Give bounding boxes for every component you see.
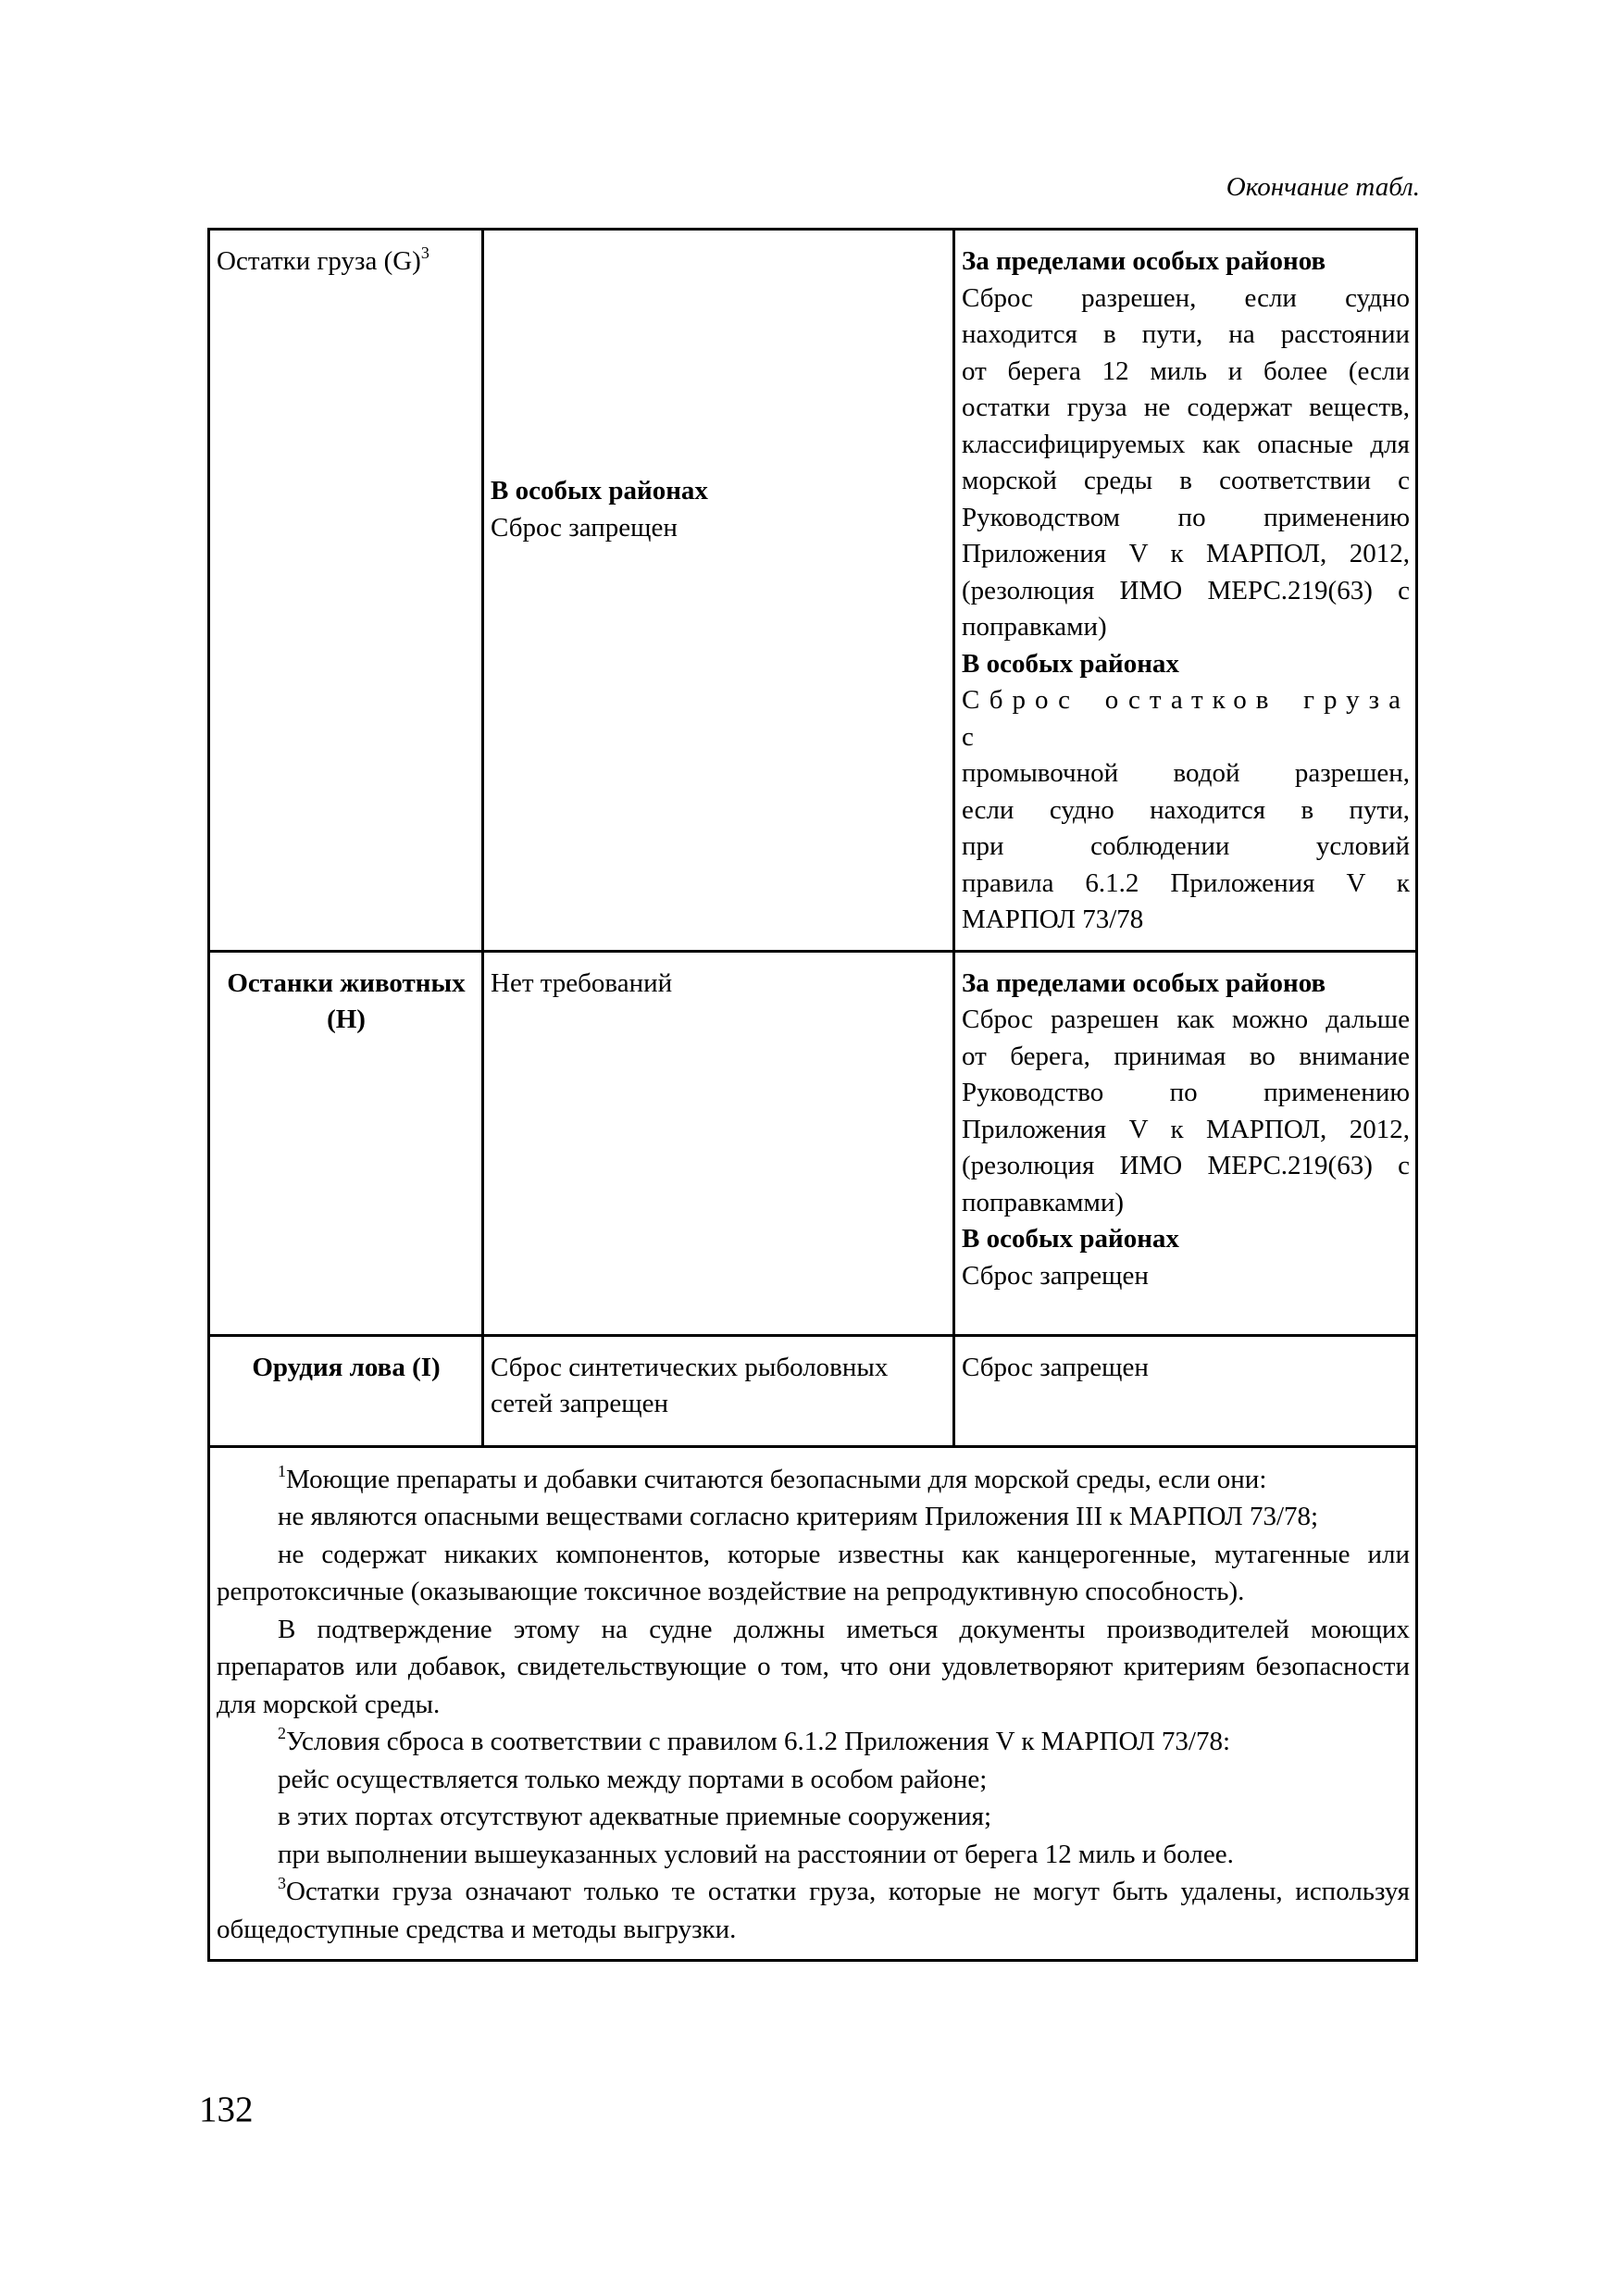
category-cell <box>209 230 483 952</box>
cell-line: классифицируемых как опасные для <box>962 429 1410 459</box>
cell-line: поправками) <box>962 612 1107 642</box>
special-regime-cell <box>954 951 1417 1335</box>
cell-line: Сброс разрешен как можно дальше <box>962 1004 1410 1034</box>
cell-line: находится в пути, на расстоянии <box>962 319 1410 349</box>
cell-line: Сброс запрещен <box>962 1260 1149 1291</box>
general-regime-cell <box>483 1335 954 1446</box>
cell-line: от берега 12 миль и более (если <box>962 356 1410 386</box>
cell-line: Руководством по применению <box>962 502 1410 532</box>
general-regime-cell <box>483 951 954 1335</box>
general-regime-cell <box>483 230 954 952</box>
cell-line: Сброс остатков груза с <box>962 685 1410 752</box>
cell-line: поправкамми) <box>962 1187 1125 1217</box>
table-row <box>209 230 1417 952</box>
cell-text: Нет требований <box>491 967 673 998</box>
special-regime-cell <box>954 1335 1417 1446</box>
cell-line: Приложения V к МАРПОЛ, 2012, <box>962 539 1410 568</box>
footnote-1-intro: $^1$Моющие препараты и добавки считаются безопасными для морской среды, если они: <box>278 1461 1267 1494</box>
cell-line: Сброс разрешен, если судно <box>962 282 1410 313</box>
category-cell <box>209 951 483 1335</box>
footnote-2-item: в этих портах отсутствуют адекватные приемные сооружения; <box>278 1802 992 1831</box>
cell-line: от берега, принимая во внимание <box>962 1041 1410 1071</box>
subheading: В особых районах <box>962 1224 1179 1254</box>
cell-line: правила 6.1.2 Приложения V к <box>962 867 1410 898</box>
table-row <box>209 1335 1417 1446</box>
table-continuation-caption: Окончание табл. <box>1226 172 1420 202</box>
cell-line: морской среды в соответствии с <box>962 466 1410 495</box>
subheading: В особых районах <box>491 476 708 505</box>
footnote-2-item: при выполнении вышеуказанных условий на расстоянии от берега 12 миль и более. <box>278 1839 1234 1869</box>
footnote-1-item: не содержат никаких компонентов, которые известны как канцерогенные, мутагенные или репротоксичные (оказывающие токсичное воздействие на репродуктивную способность). <box>217 1539 1410 1606</box>
cell-line: (резолюция ИМО МЕРС.219(63) с <box>962 575 1410 605</box>
category-label: Остатки груза (G) <box>217 246 421 276</box>
footnote-2-item: рейс осуществляется только между портами в особом районе; <box>278 1764 988 1794</box>
cell-line: при соблюдении условий <box>962 831 1410 861</box>
subheading: За пределами особых районов <box>962 246 1326 276</box>
footnote-number: 1 <box>278 1461 286 1480</box>
cell-text: Сброс запрещен <box>962 1352 1149 1382</box>
page-number: 132 <box>199 2090 254 2129</box>
footnotes-row <box>209 1446 1417 1961</box>
cell-line: Приложения V к МАРПОЛ, 2012, <box>962 1114 1410 1144</box>
category-cell <box>209 1335 483 1446</box>
subheading: За пределами особых районов <box>962 967 1326 998</box>
discharge-table <box>207 228 1418 1962</box>
footnote-2-intro: $^2$Условия сброса в соответствии с правилом 6.1.2 Приложения V к МАРПОЛ 73/78: <box>278 1724 1230 1756</box>
cell-line: (резолюция ИМО МЕРС.219(63) с <box>962 1151 1410 1180</box>
cell-text: Сброс запрещен <box>491 512 678 543</box>
footnote-1-item: не являются опасными веществами согласно критериям Приложения III к МАРПОЛ 73/78; <box>278 1502 1319 1531</box>
footnotes-cell <box>209 1446 1417 1961</box>
table-row <box>209 951 1417 1335</box>
special-regime-cell <box>954 230 1417 952</box>
category-label: Останки животных (H) <box>227 967 466 1034</box>
footnote-number: 2 <box>278 1724 286 1742</box>
cell-line: если судно находится в пути, <box>962 794 1410 825</box>
cell-text: Сброс синтетических рыболовных сетей запрещен <box>491 1352 889 1418</box>
cell-line: остатки груза не содержат веществ, <box>962 393 1410 422</box>
cell-line: МАРПОЛ 73/78 <box>962 905 1144 934</box>
cell-line: промывочной водой разрешен, <box>962 758 1410 788</box>
footnote-3: $^3$Остатки груза означают только те остатки груза, которые не могут быть удалены, используя общедоступные средства и методы выгрузки. <box>217 1874 1410 1944</box>
footnote-ref: 3 <box>420 243 429 262</box>
category-label: Орудия лова (I) <box>252 1352 441 1382</box>
footnote-1-confirm: В подтверждение этому на судне должны иметься документы производителей моющих препаратов или добавок, свидетельствующие о том, что они удовлетворяют критериям безопасности для морской среды. <box>217 1614 1410 1719</box>
cell-line: Руководство по применению <box>962 1078 1410 1107</box>
footnote-number: 3 <box>278 1874 286 1892</box>
subheading: В особых районах <box>962 648 1179 679</box>
